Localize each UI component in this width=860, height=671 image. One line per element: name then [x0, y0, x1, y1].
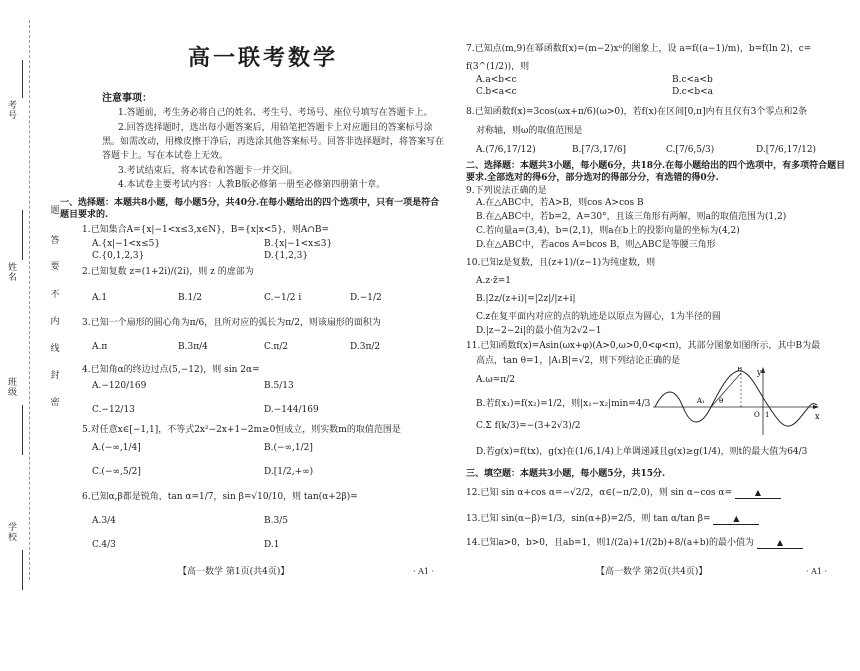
option: D.−1/2	[350, 293, 382, 303]
footer-page-info: 【高一数学 第2页(共4页)】	[596, 567, 708, 577]
option: D.c<b<a	[672, 87, 714, 97]
question-stem	[466, 514, 759, 526]
notice-line: 答题卡上。写在本试卷上无效。	[102, 151, 229, 161]
option: C.[7/6,5/3)	[666, 145, 715, 155]
field-name	[4, 210, 54, 310]
answer-blank[interactable]: ▲	[713, 514, 759, 525]
option: C.4/3	[92, 540, 116, 550]
field-school	[4, 500, 54, 590]
question-stem: 5.对任意x∈[−1,1]，不等式2x²−2x+1−2m≥0恒成立，则实数m的取值范围是	[82, 425, 401, 435]
question-stem: 4.已知角α的终边过点(5,−12)，则 sin 2α=	[82, 365, 260, 375]
option: B.|2z/(z+i)|=|2z|/|z+i|	[476, 294, 576, 304]
question-stem	[466, 488, 781, 500]
field-underline	[22, 405, 24, 455]
notice-line: 4.本试卷主要考试内容：人教B版必修第一册至必修第四册第十章。	[118, 180, 386, 190]
seal-char: 封	[50, 371, 60, 381]
q13-text: 13.已知 sin(α−β)=1/3，sin(α+β)=2/5，则 tan α/tan β=	[466, 514, 711, 524]
option: B.3π/4	[178, 342, 208, 352]
question-stem: 1.已知集合A={x|−1<x≤3,x∈N}，B={x|x<5}，则A∩B=	[82, 225, 330, 235]
footer-mark: · A1 ·	[413, 567, 435, 576]
option: B.(−∞,1/2]	[264, 443, 313, 453]
seal-char: 密	[50, 398, 60, 408]
option: A.−120/169	[92, 381, 147, 391]
option: D.|z−2−2i|的最小值为2√2−1	[476, 326, 602, 336]
option: B.若f(x₁)=f(x₂)=1/2，则|x₁−x₂|min=4/3	[476, 399, 651, 409]
option: D.在△ABC中，若acos A=bcos B，则△ABC是等腰三角形	[476, 240, 716, 250]
question-stem: 9.下列说法正确的是	[466, 186, 547, 196]
question-stem-cont: 高点，tan θ=1，|A₁B|=√2，则下列结论正确的是	[476, 356, 681, 366]
option: D.{1,2,3}	[264, 251, 309, 261]
field-class	[4, 355, 54, 455]
option: A.(7/6,17/12)	[476, 145, 536, 155]
y-axis-label: y	[757, 368, 762, 377]
option: C.b<a<c	[476, 87, 517, 97]
option: D.若g(x)=f(tx)，g(x)在(1/6,1/4)上单调递减且g(x)≥g(1/4)，则t的最大值为64/3	[476, 447, 808, 457]
option: D.[1/2,+∞)	[264, 467, 314, 477]
option: B.5/13	[264, 381, 294, 391]
option: A.z·z̄=1	[476, 276, 511, 286]
field-label: 班级	[6, 377, 16, 397]
option: C.Σ f(k/3)=−(3+2√3)/2	[476, 421, 581, 431]
field-underline	[22, 210, 24, 260]
option: A.1	[92, 293, 108, 303]
field-label: 考号	[6, 100, 16, 120]
option: A.ω=π/2	[476, 375, 515, 385]
question-stem: 3.已知一个扇形的圆心角为π/6，且所对应的弧长为π/2，则该扇形的面积为	[82, 318, 381, 328]
option: D.1	[264, 540, 280, 550]
sine-graph	[653, 367, 823, 437]
footer-page-info: 【高一数学 第1页(共4页)】	[178, 567, 290, 577]
seal-char: 题	[50, 206, 60, 216]
field-underline	[22, 60, 24, 98]
question-stem: 2.已知复数 z=(1+2i)/(2i)，则 z 的虚部为	[82, 267, 254, 277]
question-stem-cont: 对称轴，则ω的取值范围是	[476, 126, 583, 136]
section-heading: 三、填空题：本题共3小题，每小题5分，共15分.	[466, 469, 666, 479]
seal-char: 答	[50, 236, 60, 246]
option: D.−144/169	[264, 405, 319, 415]
seal-char: 要	[50, 262, 60, 272]
q12-text: 12.已知 sin α+cos α=−√2/2，α∈(−π/2,0)，则 sin α−cos α=	[466, 488, 733, 498]
option: C.{0,1,2,3}	[92, 251, 145, 261]
notice-line: 2.回答选择题时，选出每小题答案后，用铅笔把答题卡上对应题目的答案标号涂	[118, 123, 433, 133]
option: A.{x|−1<x≤5}	[92, 239, 161, 249]
seal-char: 内	[50, 317, 60, 327]
angle-theta-label: θ	[719, 397, 724, 405]
option: B.{x|−1<x≤3}	[264, 239, 333, 249]
option: A.π	[92, 342, 108, 352]
section-heading: 二、选择题：本题共3小题，每小题6分，共18分.在每小题给出的四个选项中，有多项符合题目要求.全部选对的得6分，部分选对的得部分分，有选错的得0分.	[466, 161, 846, 184]
option: D.3π/2	[350, 342, 381, 352]
point-a1-label: A₁	[697, 397, 705, 405]
option: A.(−∞,1/4]	[92, 443, 141, 453]
option: C.−1/2 i	[264, 293, 302, 303]
field-underline	[22, 550, 24, 590]
q14-text: 14.已知a>0，b>0，且ab=1，则1/(2a)+1/(2b)+8/(a+b)的最小值为	[466, 538, 755, 548]
x-axis-label: x	[815, 412, 820, 421]
notice-line: 3.考试结束后，将本试卷和答题卡一并交回。	[118, 166, 298, 176]
option: A.3/4	[92, 516, 116, 526]
page-title: 高一联考数学	[188, 46, 339, 71]
option: A.在△ABC中，若A>B，则cos A>cos B	[476, 198, 644, 208]
segment-a1b	[711, 373, 741, 407]
field-label: 姓名	[6, 262, 16, 282]
option: B.c<a<b	[672, 75, 713, 85]
x-axis-arrow	[813, 405, 819, 409]
notice-line: 1.答题前，考生务必将自己的姓名、考生号、考场号、座位号填写在答题卡上。	[118, 108, 433, 118]
option: B.1/2	[178, 293, 202, 303]
notice-heading: 注意事项：	[102, 93, 152, 104]
point-b-label: B	[737, 367, 743, 373]
footer-mark: · A1 ·	[806, 567, 828, 576]
answer-blank[interactable]: ▲	[735, 488, 781, 499]
seal-char: 线	[50, 344, 60, 354]
origin-label: O	[754, 411, 760, 419]
question-stem	[466, 538, 803, 550]
option: B.3/5	[264, 516, 288, 526]
question-stem: 11.已知函数f(x)=Asin(ωx+φ)(A>0,ω>0,0<φ<π)，其部分图象如图所示，其中B为最	[466, 341, 821, 351]
field-label: 学校	[6, 522, 16, 542]
notice-line: 黑。如需改动，用橡皮擦干净后，再选涂其他答案标号。回答非选择题时，将答案写在	[102, 137, 445, 147]
seal-char: 不	[50, 290, 60, 300]
answer-blank[interactable]: ▲	[757, 538, 803, 549]
option: C.(−∞,5/2]	[92, 467, 141, 477]
binding-strip	[0, 0, 58, 600]
tick-one-label: 1	[765, 411, 770, 419]
option: A.a<b<c	[476, 75, 517, 85]
field-exam-number	[4, 60, 54, 150]
question-stem: 8.已知函数f(x)=3cos(ωx+π/6)(ω>0)，若f(x)在区间[0,π]内有且仅有3个零点和2条	[466, 107, 808, 117]
section-heading: 一、选择题：本题共8小题，每小题5分，共40分.在每小题给出的四个选项中，只有一项是符合题目要求的.	[60, 198, 440, 221]
question-stem: 7.已知点(m,9)在幂函数f(x)=(m−2)xⁿ的图象上，设 a=f((a−1)/m)，b=f(ln 2)，c=	[466, 44, 812, 54]
option: C.π/2	[264, 342, 289, 352]
option: C.−12/13	[92, 405, 135, 415]
question-stem-cont: f(3^(1/2))，则	[466, 62, 530, 72]
option: C.z在复平面内对应的点的轨迹是以原点为圆心，1为半径的圆	[476, 312, 721, 322]
y-axis-arrow	[761, 367, 765, 373]
question-stem: 10.已知z是复数，且(z+1)/(z−1)为纯虚数，则	[466, 258, 656, 268]
option: C.若向量a=(3,4)，b=(2,1)，则a在b上的投影向量的坐标为(4,2)	[476, 226, 740, 236]
option: B.[7/3,17/6]	[572, 145, 627, 155]
option: D.[7/6,17/12)	[756, 145, 817, 155]
question-stem: 6.已知α,β都是锐角，tan α=1/7，sin β=√10/10，则 tan(α+2β)=	[82, 492, 358, 502]
option: B.在△ABC中，若b=2，A=30°，且该三角形有两解，则a的取值范围为(1,2)	[476, 212, 787, 222]
